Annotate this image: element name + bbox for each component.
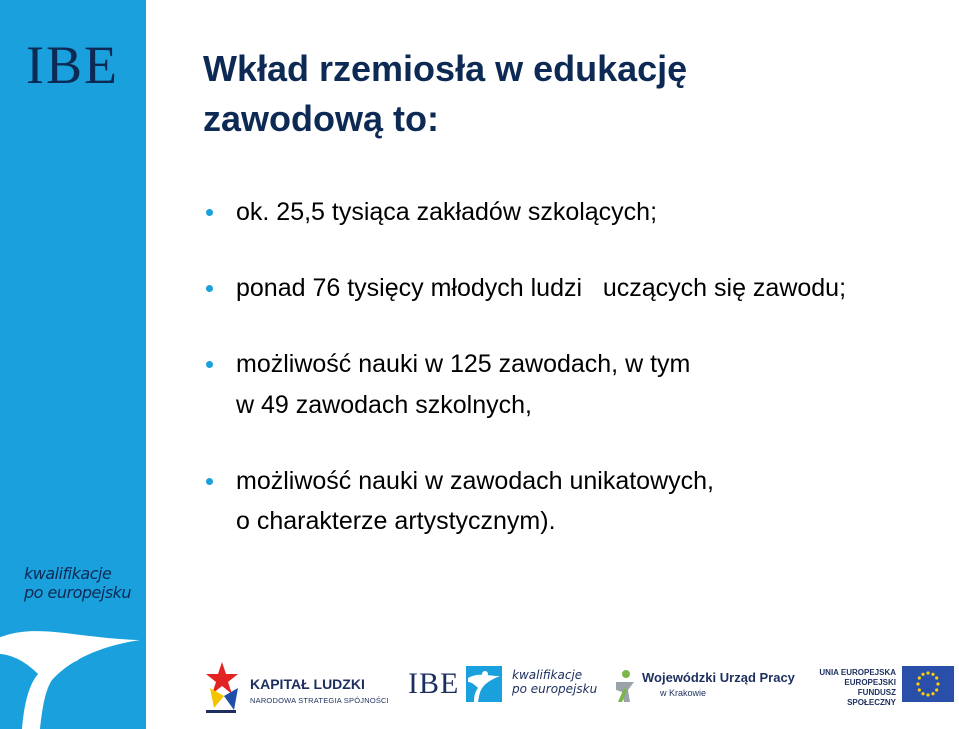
ibe-logo: IBE (26, 35, 119, 95)
kpe-footer-line1: kwalifikacje (512, 668, 583, 682)
eu-line1: UNIA EUROPEJSKA (819, 668, 896, 677)
bullet-text-line1: możliwość nauki w 125 zawodach, w tym (236, 350, 691, 378)
eu-logo (814, 666, 956, 706)
sidebar-band (0, 0, 146, 729)
bullet-dot-icon (206, 478, 213, 485)
kapital-ludzki-star-icon (204, 658, 240, 714)
slide-title-line2: zawodową to: (203, 98, 439, 139)
bullet-text-line1: ponad 76 tysięcy młodych ludzi uczących się zawodu; (236, 274, 847, 302)
eu-flag-icon (902, 666, 954, 702)
kapital-ludzki-title: KAPITAŁ LUDZKI (250, 676, 365, 692)
sidebar-tagline (24, 564, 144, 602)
sidebar-tagline-line2: po europejsku (24, 583, 132, 602)
eu-text (814, 668, 896, 708)
bullet-dot-icon (206, 209, 213, 216)
slide-title (203, 44, 903, 144)
person-figure-icon (0, 620, 146, 729)
wup-logo (612, 664, 802, 708)
wup-figure-icon (612, 668, 638, 704)
ibe-footer-text: IBE (408, 667, 460, 700)
bullet-text-line1: ok. 25,5 tysiąca zakładów szkolących; (236, 198, 658, 226)
ibe-person-icon (466, 666, 502, 702)
bullet-dot-icon (206, 361, 213, 368)
ibe-footer-logo (408, 666, 598, 706)
sidebar-tagline-line1: kwalifikacje (24, 564, 112, 583)
kpe-footer-text (512, 668, 597, 696)
bullet-text-line2: w 49 zawodach szkolnych, (236, 391, 532, 419)
eu-line3: FUNDUSZ SPOŁECZNY (847, 688, 896, 707)
wup-subtitle: w Krakowie (660, 688, 707, 698)
bullet-text-line2: o charakterze artystycznym). (236, 507, 556, 535)
bullet-dot-icon (206, 285, 213, 292)
eu-line2: EUROPEJSKI (844, 678, 896, 687)
kpe-footer-line2: po europejsku (512, 682, 598, 696)
bullet-text-line1: możliwość nauki w zawodach unikatowych, (236, 467, 714, 495)
footer-logos (146, 650, 959, 729)
slide-title-line1: Wkład rzemiosła w edukację (203, 48, 688, 89)
kapital-ludzki-subtitle: NARODOWA STRATEGIA SPÓJNOŚCI (250, 696, 389, 705)
kapital-ludzki-logo (204, 658, 389, 714)
wup-title: Wojewódzki Urząd Pracy (642, 670, 795, 685)
